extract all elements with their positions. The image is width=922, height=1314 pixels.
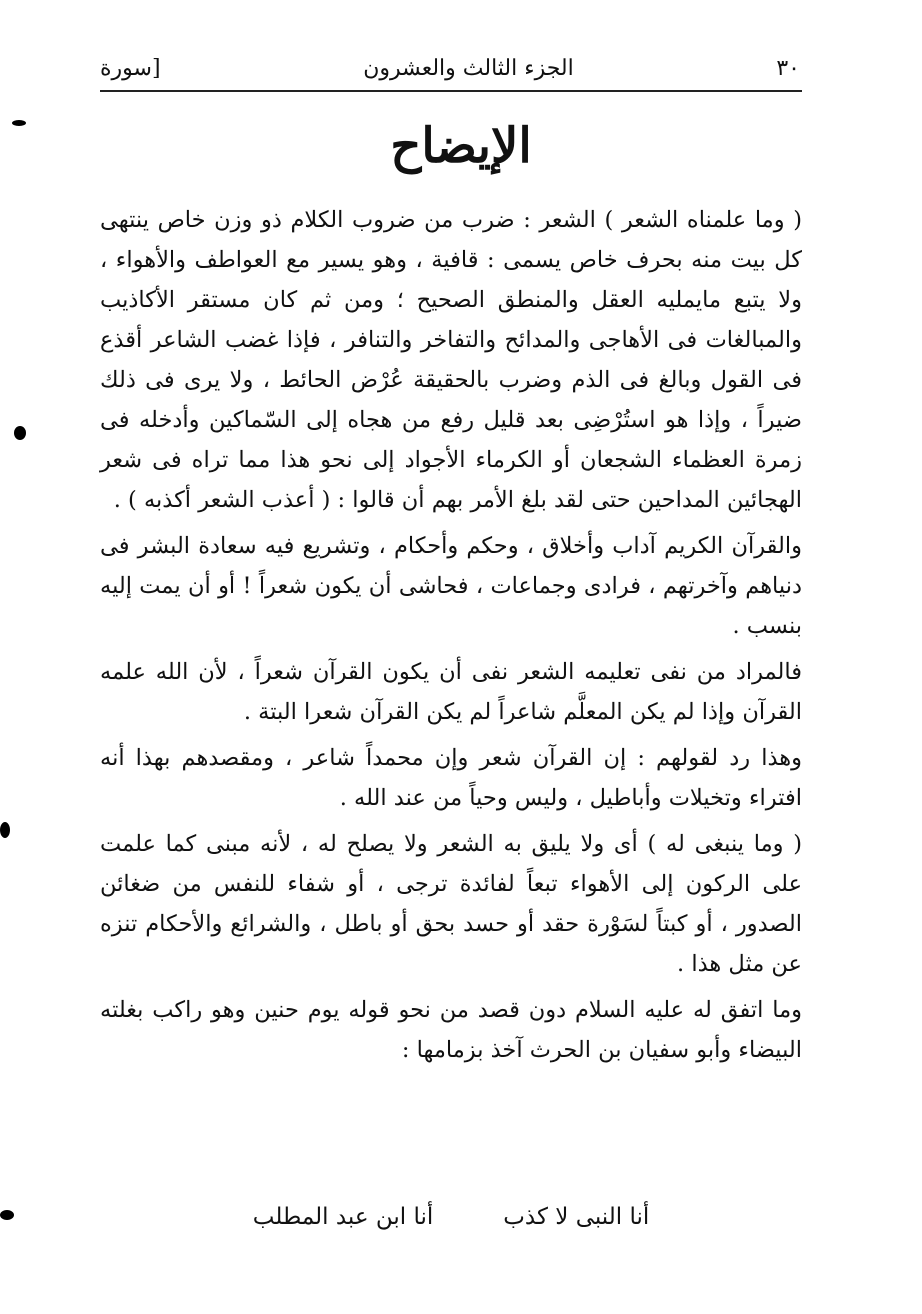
scan-mark [14,426,26,440]
surah-label-text: سورة [100,55,152,81]
header-rule [100,90,802,92]
paragraph-3: فالمراد من نفى تعليمه الشعر نفى أن يكون القرآن شعراً ، لأن الله علمه القرآن وإذا لم يكن المعلَّم شاعراً لم يكن القرآن شعرا البتة . [100,659,802,725]
page-number: ٣٠ [776,55,800,81]
section-title: الإيضاح [390,118,532,174]
running-title: الجزء الثالث والعشرون [363,55,574,81]
poetry-verse [100,1204,802,1230]
body-text [100,200,802,1076]
paragraph-4: وهذا رد لقولهم : إن القرآن شعر وإن محمداً شاعر ، ومقصدهم بهذا أنه افتراء وتخيلات وأباطيل ، وليس وحياً من عند الله . [100,745,802,811]
paragraph-1: ( وما علمناه الشعر ) الشعر : ضرب من ضروب الكلام ذو وزن خاص ينتهى كل بيت منه بحرف خاص يسمى : قافية ، وهو يسير مع العواطف والأهواء ، ولا يتبع مايمليه العقل والمنطق الصحيح ؛ ومن ثم كان مستقر الأكاذيب والمبالغات فى الأهاجى والمدائح والتفاخر والتنافر ، فإذا غضب الشاعر أقذع فى القول وبالغ فى الذم وضرب بالحقيقة عُرْض الحائط ، ولا يرى فى ذلك ضيراً ، وإذا هو استُرْضِى بعد قليل رفع من هجاه إلى السّماكين وأدخله فى زمرة العظماء الشجعان أو الكرماء الأجواد إلى نحو هذا مما تراه فى شعر الهجائين المداحين حتى لقد بلغ الأمر بهم أن قالوا : ( أعذب الشعر أكذبه ) . [100,207,802,513]
paragraph-6: وما اتفق له عليه السلام دون قصد من نحو قوله يوم حنين وهو راكب بغلته البيضاء وأبو سفيان بن الحرث آخذ بزمامها : [100,997,802,1063]
scan-mark [0,822,10,838]
paragraph-2: والقرآن الكريم آداب وأخلاق ، وحكم وأحكام ، وتشريع فيه سعادة البشر فى دنياهم وآخرتهم ، فرادى وجماعات ، فحاشى أن يكون شعراً ! أو أن يمت إليه بنسب . [100,533,802,639]
page-header [100,48,800,88]
surah-label: [سورة [100,55,161,81]
scan-mark [12,120,26,126]
verse-second-hemistich: أنا ابن عبد المطلب [252,1204,434,1230]
paragraph-5: ( وما ينبغى له ) أى ولا يليق به الشعر ولا يصلح له ، لأنه مبنى كما علمت على الركون إلى الأهواء تبعاً لفائدة ترجى ، أو شفاء للنفس من ضغائن الصدور ، أو كبتاً لسَوْرة حقد أو حسد بحق أو باطل ، والشرائع والأحكام تنزه عن مثل هذا . [100,831,802,977]
verse-first-hemistich: أنا النبى لا كذب [503,1204,650,1230]
scan-mark [0,1210,14,1220]
